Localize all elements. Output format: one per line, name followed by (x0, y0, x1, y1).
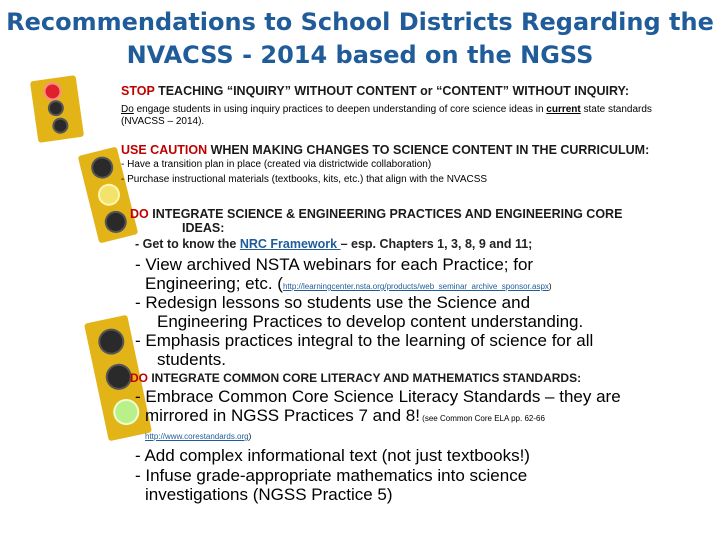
do-practices-item-3: - Redesign lessons so students use the Science and Engineering Practices to develop content understanding. (135, 293, 584, 331)
caution-item-1: - Have a transition plan in place (created via districtwide collaboration) (121, 159, 432, 170)
corestandards-link[interactable]: http://www.corestandards.org (145, 432, 249, 441)
do-literacy-item-1: - Embrace Common Core Science Literacy Standards – they are mirrored in NGSS Practices 7 and 8! (see Common Core ELA pp. 62-66 http://www.corestandards.org) (135, 387, 621, 441)
stop-body: Do engage students in using inquiry practices to deepen understanding of core science ideas in current state standards (NVACSS – 2014). (121, 104, 652, 127)
caution-item-2: - Purchase instructional materials (textbooks, kits, etc.) that align with the NVACSS (121, 174, 488, 185)
page-title: Recommendations to School Districts Regarding the NVACSS - 2014 based on the NGSS (6, 8, 714, 69)
traffic-light-red-icon (30, 75, 84, 143)
do-literacy-heading: DO INTEGRATE COMMON CORE LITERACY AND MATHEMATICS STANDARDS: (130, 371, 582, 385)
nsta-webinar-link[interactable]: http://learningcenter.nsta.org/products/web_seminar_archive_sponsor.aspx (282, 282, 549, 291)
stop-heading: STOP TEACHING “INQUIRY” WITHOUT CONTENT or “CONTENT” WITHOUT INQUIRY: (121, 84, 630, 98)
do-practices-item-2: - View archived NSTA webinars for each Practice; for Engineering; etc. (http://learningcenter.nsta.org/products/web_seminar_archive_sponsor.aspx) (135, 255, 552, 293)
do-literacy-item-2: - Add complex informational text (not just textbooks!) (135, 446, 530, 465)
caution-heading: USE CAUTION WHEN MAKING CHANGES TO SCIENCE CONTENT IN THE CURRICULUM: (121, 143, 650, 157)
do-practices-item-1: - Get to know the NRC Framework – esp. Chapters 1, 3, 8, 9 and 11; (135, 237, 533, 251)
do-literacy-item-3: - Infuse grade-appropriate mathematics into science investigations (NGSS Practice 5) (135, 466, 528, 504)
do-practices-item-4: - Emphasis practices integral to the learning of science for all students. (135, 331, 594, 369)
nrc-framework-link[interactable]: NRC Framework (239, 237, 341, 251)
do-practices-heading: DO INTEGRATE SCIENCE & ENGINEERING PRACTICES AND ENGINEERING CORE IDEAS: (130, 207, 623, 235)
